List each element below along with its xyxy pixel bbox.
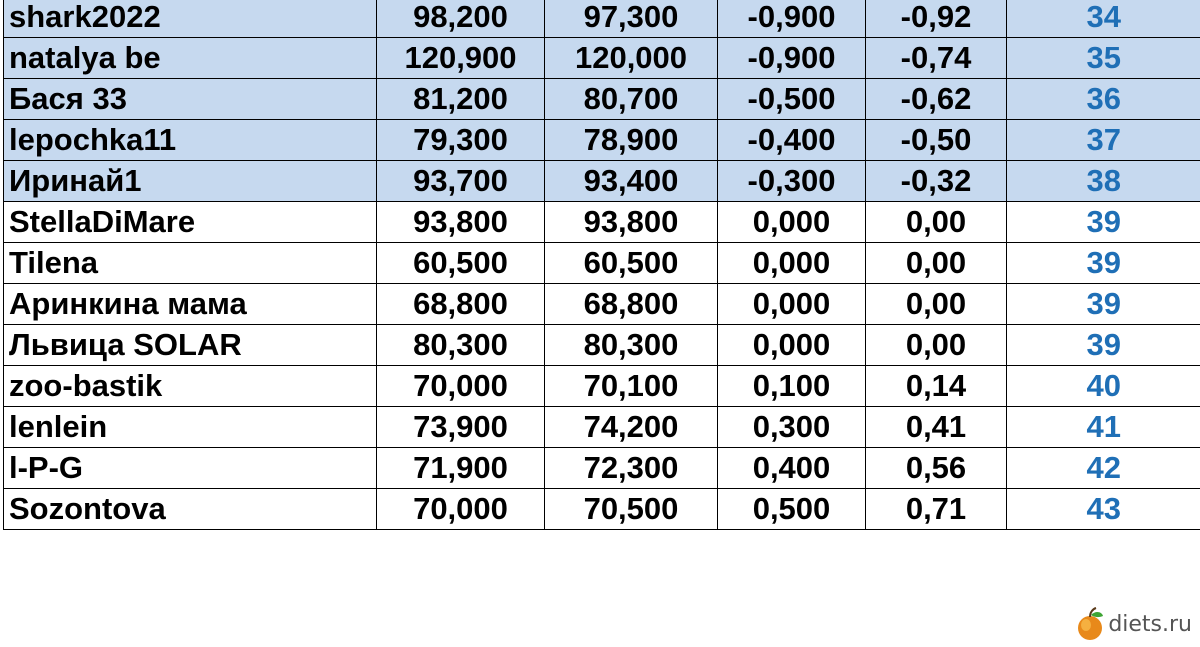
results-table-container	[3, 0, 1200, 530]
cell-change-percent: -0,74	[866, 38, 1007, 79]
cell-rank: 39	[1007, 284, 1200, 325]
cell-name: natalya be	[4, 38, 377, 79]
apple-icon	[1076, 607, 1104, 641]
cell-name: Бася 33	[4, 79, 377, 120]
cell-current-weight: 93,400	[545, 161, 718, 202]
table-row	[4, 325, 1200, 366]
cell-rank: 40	[1007, 366, 1200, 407]
cell-change-kg: 0,100	[718, 366, 866, 407]
cell-start-weight: 60,500	[377, 243, 545, 284]
table-row	[4, 448, 1200, 489]
cell-name: lenlein	[4, 407, 377, 448]
cell-rank: 39	[1007, 202, 1200, 243]
cell-change-percent: -0,92	[866, 0, 1007, 38]
cell-change-kg: 0,500	[718, 489, 866, 530]
cell-start-weight: 68,800	[377, 284, 545, 325]
cell-change-kg: 0,000	[718, 202, 866, 243]
table-row	[4, 407, 1200, 448]
cell-current-weight: 120,000	[545, 38, 718, 79]
cell-change-percent: 0,56	[866, 448, 1007, 489]
watermark-text: diets.ru	[1108, 612, 1192, 637]
results-table	[3, 0, 1200, 530]
cell-change-kg: 0,000	[718, 325, 866, 366]
cell-current-weight: 60,500	[545, 243, 718, 284]
watermark	[1076, 604, 1192, 644]
table-row	[4, 243, 1200, 284]
cell-change-kg: 0,000	[718, 243, 866, 284]
cell-rank: 36	[1007, 79, 1200, 120]
cell-current-weight: 97,300	[545, 0, 718, 38]
cell-change-kg: 0,000	[718, 284, 866, 325]
cell-change-percent: 0,00	[866, 202, 1007, 243]
table-row	[4, 366, 1200, 407]
cell-current-weight: 70,500	[545, 489, 718, 530]
table-row	[4, 120, 1200, 161]
cell-start-weight: 79,300	[377, 120, 545, 161]
table-row	[4, 0, 1200, 38]
cell-name: Tilena	[4, 243, 377, 284]
cell-change-kg: 0,400	[718, 448, 866, 489]
cell-start-weight: 70,000	[377, 366, 545, 407]
cell-name: Аринкина мама	[4, 284, 377, 325]
cell-change-percent: 0,41	[866, 407, 1007, 448]
cell-start-weight: 98,200	[377, 0, 545, 38]
cell-current-weight: 70,100	[545, 366, 718, 407]
cell-start-weight: 93,800	[377, 202, 545, 243]
cell-change-percent: 0,71	[866, 489, 1007, 530]
cell-current-weight: 78,900	[545, 120, 718, 161]
cell-change-percent: -0,62	[866, 79, 1007, 120]
cell-change-percent: -0,32	[866, 161, 1007, 202]
cell-rank: 43	[1007, 489, 1200, 530]
cell-current-weight: 93,800	[545, 202, 718, 243]
cell-current-weight: 80,700	[545, 79, 718, 120]
cell-name: Sozontova	[4, 489, 377, 530]
table-row	[4, 284, 1200, 325]
cell-rank: 37	[1007, 120, 1200, 161]
cell-current-weight: 74,200	[545, 407, 718, 448]
cell-change-kg: -0,900	[718, 0, 866, 38]
cell-rank: 35	[1007, 38, 1200, 79]
cell-rank: 39	[1007, 325, 1200, 366]
cell-current-weight: 80,300	[545, 325, 718, 366]
cell-change-kg: -0,500	[718, 79, 866, 120]
cell-rank: 38	[1007, 161, 1200, 202]
cell-start-weight: 81,200	[377, 79, 545, 120]
cell-change-kg: -0,900	[718, 38, 866, 79]
cell-start-weight: 70,000	[377, 489, 545, 530]
results-table-body	[4, 0, 1200, 530]
cell-change-kg: -0,400	[718, 120, 866, 161]
cell-name: Иринай1	[4, 161, 377, 202]
cell-name: l-P-G	[4, 448, 377, 489]
cell-change-percent: -0,50	[866, 120, 1007, 161]
cell-start-weight: 73,900	[377, 407, 545, 448]
cell-current-weight: 72,300	[545, 448, 718, 489]
cell-name: lepochka11	[4, 120, 377, 161]
table-row	[4, 489, 1200, 530]
cell-name: StellaDiMare	[4, 202, 377, 243]
cell-change-percent: 0,14	[866, 366, 1007, 407]
cell-change-percent: 0,00	[866, 284, 1007, 325]
table-row	[4, 161, 1200, 202]
cell-name: Львица SOLAR	[4, 325, 377, 366]
cell-rank: 42	[1007, 448, 1200, 489]
cell-current-weight: 68,800	[545, 284, 718, 325]
cell-start-weight: 120,900	[377, 38, 545, 79]
cell-change-percent: 0,00	[866, 325, 1007, 366]
cell-rank: 34	[1007, 0, 1200, 38]
cell-rank: 39	[1007, 243, 1200, 284]
table-row	[4, 202, 1200, 243]
cell-start-weight: 93,700	[377, 161, 545, 202]
cell-rank: 41	[1007, 407, 1200, 448]
cell-start-weight: 71,900	[377, 448, 545, 489]
cell-name: shark2022	[4, 0, 377, 38]
table-row	[4, 38, 1200, 79]
cell-change-percent: 0,00	[866, 243, 1007, 284]
cell-change-kg: 0,300	[718, 407, 866, 448]
table-row	[4, 79, 1200, 120]
cell-start-weight: 80,300	[377, 325, 545, 366]
cell-change-kg: -0,300	[718, 161, 866, 202]
cell-name: zoo-bastik	[4, 366, 377, 407]
